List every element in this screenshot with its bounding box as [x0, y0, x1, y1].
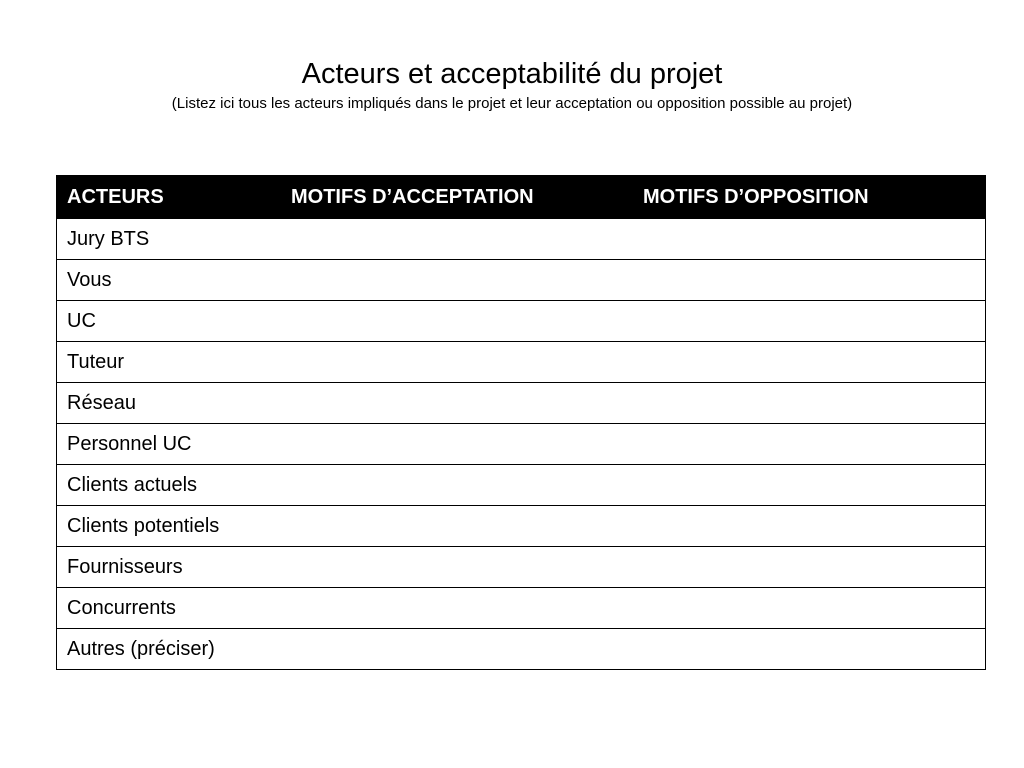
table-row: [57, 301, 986, 342]
opposition-cell[interactable]: [633, 506, 986, 547]
actor-cell: Autres (préciser): [57, 629, 281, 670]
table-header-row: [57, 176, 986, 219]
opposition-cell[interactable]: [633, 629, 986, 670]
table-body: [57, 219, 986, 670]
page-subtitle: (Listez ici tous les acteurs impliqués dans le projet et leur acceptation ou opposition possible au projet): [171, 95, 853, 112]
actor-cell: Concurrents: [57, 588, 281, 629]
table-row: [57, 588, 986, 629]
actor-cell: Personnel UC: [57, 424, 281, 465]
opposition-cell[interactable]: [633, 547, 986, 588]
actors-table: [56, 175, 986, 670]
acceptance-cell[interactable]: [281, 506, 633, 547]
table-row: [57, 465, 986, 506]
opposition-cell[interactable]: [633, 219, 986, 260]
page-title: Acteurs et acceptabilité du projet: [301, 58, 723, 90]
opposition-cell[interactable]: [633, 424, 986, 465]
acceptance-cell[interactable]: [281, 260, 633, 301]
table-row: [57, 506, 986, 547]
acceptance-cell[interactable]: [281, 383, 633, 424]
acceptance-cell[interactable]: [281, 629, 633, 670]
actor-cell: Vous: [57, 260, 281, 301]
table-row: [57, 547, 986, 588]
table-row: [57, 219, 986, 260]
acceptance-cell[interactable]: [281, 465, 633, 506]
table-row: [57, 383, 986, 424]
column-header-actors: ACTEURS: [57, 176, 281, 219]
opposition-cell[interactable]: [633, 465, 986, 506]
actor-cell: UC: [57, 301, 281, 342]
actor-cell: Jury BTS: [57, 219, 281, 260]
opposition-cell[interactable]: [633, 342, 986, 383]
actor-cell: Réseau: [57, 383, 281, 424]
acceptance-cell[interactable]: [281, 547, 633, 588]
actor-cell: Tuteur: [57, 342, 281, 383]
table-row: [57, 260, 986, 301]
actor-cell: Clients potentiels: [57, 506, 281, 547]
opposition-cell[interactable]: [633, 588, 986, 629]
opposition-cell[interactable]: [633, 383, 986, 424]
acceptance-cell[interactable]: [281, 424, 633, 465]
acceptance-cell[interactable]: [281, 219, 633, 260]
column-header-opposition: MOTIFS D’OPPOSITION: [633, 176, 986, 219]
opposition-cell[interactable]: [633, 301, 986, 342]
table-row: [57, 342, 986, 383]
actor-cell: Clients actuels: [57, 465, 281, 506]
table-row: [57, 629, 986, 670]
acceptance-cell[interactable]: [281, 588, 633, 629]
acceptance-cell[interactable]: [281, 342, 633, 383]
column-header-acceptance: MOTIFS D’ACCEPTATION: [281, 176, 633, 219]
acceptance-cell[interactable]: [281, 301, 633, 342]
opposition-cell[interactable]: [633, 260, 986, 301]
actor-cell: Fournisseurs: [57, 547, 281, 588]
table-row: [57, 424, 986, 465]
